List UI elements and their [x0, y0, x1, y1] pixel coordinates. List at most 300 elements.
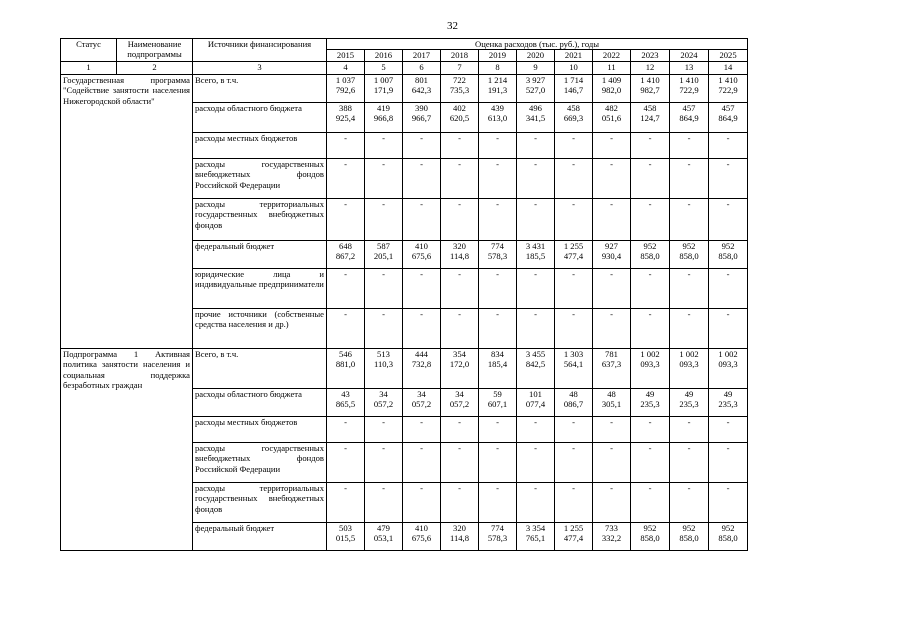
value-remainder: 341,5: [525, 113, 546, 124]
value-thousands: 48: [569, 388, 578, 399]
value-cell: -: [365, 416, 403, 442]
value-cell: -: [479, 132, 517, 158]
value-cell: -: [709, 198, 748, 240]
value-cell: -: [670, 268, 709, 308]
value-cell: -: [631, 308, 670, 348]
value-thousands: 952: [721, 240, 735, 251]
value-cell: [593, 74, 631, 102]
value-cell: -: [403, 416, 441, 442]
value-cell: [327, 522, 365, 550]
value-thousands: 1 037: [335, 74, 356, 85]
value-cell: -: [517, 158, 555, 198]
value-remainder: 110,3: [373, 359, 394, 370]
value-cell: -: [327, 198, 365, 240]
column-number: 14: [709, 61, 748, 74]
value-thousands: 774: [491, 240, 504, 251]
value-cell: [593, 102, 631, 132]
year-header: 2023: [631, 50, 670, 61]
table-body: [61, 61, 748, 550]
value-thousands: 43: [341, 388, 350, 399]
value-cell: -: [441, 268, 479, 308]
column-number: 11: [593, 61, 631, 74]
value-remainder: 858,0: [679, 533, 699, 544]
value-thousands: 1 410: [640, 74, 660, 85]
value-cell: [403, 388, 441, 416]
year-header: 2024: [670, 50, 709, 61]
value-cell: [631, 240, 670, 268]
value-cell: -: [479, 308, 517, 348]
value-remainder: 191,3: [487, 85, 508, 96]
value-remainder: 235,3: [679, 399, 699, 410]
value-remainder: 675,6: [411, 251, 432, 262]
value-remainder: 093,3: [640, 359, 660, 370]
value-cell: [593, 522, 631, 550]
funding-source-cell: расходы территориальных государственных внебюджетных фондов: [193, 482, 327, 522]
value-cell: [670, 348, 709, 388]
value-cell: -: [403, 308, 441, 348]
funding-source-cell: расходы областного бюджета: [193, 388, 327, 416]
column-number: 1: [61, 61, 117, 74]
value-cell: [441, 74, 479, 102]
value-thousands: 733: [605, 522, 618, 533]
table-row: [61, 74, 748, 102]
value-cell: [327, 348, 365, 388]
value-remainder: 185,4: [487, 359, 508, 370]
value-cell: [365, 348, 403, 388]
funding-source-cell: расходы местных бюджетов: [193, 132, 327, 158]
funding-source-cell: расходы местных бюджетов: [193, 416, 327, 442]
value-thousands: 1 410: [679, 74, 699, 85]
value-cell: -: [555, 308, 593, 348]
value-thousands: 496: [529, 102, 542, 113]
value-cell: -: [441, 132, 479, 158]
value-cell: [517, 388, 555, 416]
value-thousands: 952: [682, 240, 696, 251]
program-status-cell: Государственная программа "Содействие занятости населения Нижегородской области": [61, 74, 193, 348]
value-thousands: 1 214: [487, 74, 508, 85]
value-cell: [479, 348, 517, 388]
value-remainder: 171,9: [373, 85, 394, 96]
value-thousands: 49: [645, 388, 655, 399]
value-remainder: 637,3: [601, 359, 622, 370]
value-cell: [479, 74, 517, 102]
value-thousands: 952: [643, 522, 657, 533]
column-number: 10: [555, 61, 593, 74]
value-cell: [670, 522, 709, 550]
value-remainder: 982,0: [601, 85, 622, 96]
value-cell: -: [517, 198, 555, 240]
value-remainder: 235,3: [640, 399, 660, 410]
value-remainder: 669,3: [563, 113, 584, 124]
value-remainder: 527,0: [525, 85, 546, 96]
value-remainder: 053,1: [373, 533, 394, 544]
value-remainder: 185,5: [525, 251, 546, 262]
funding-source-cell: расходы территориальных государственных внебюджетных фондов: [193, 198, 327, 240]
value-thousands: 587: [377, 240, 390, 251]
value-cell: -: [517, 308, 555, 348]
value-cell: -: [593, 158, 631, 198]
value-cell: [403, 348, 441, 388]
budget-table: [60, 38, 748, 551]
value-cell: [327, 388, 365, 416]
value-cell: [593, 348, 631, 388]
value-remainder: 093,3: [718, 359, 738, 370]
table-row: [61, 348, 748, 388]
value-cell: -: [709, 268, 748, 308]
funding-source-cell: расходы государственных внебюджетных фондов Российской Федерации: [193, 442, 327, 482]
value-cell: -: [670, 158, 709, 198]
value-cell: -: [670, 308, 709, 348]
value-cell: [555, 348, 593, 388]
column-number: 3: [193, 61, 327, 74]
value-cell: [327, 102, 365, 132]
value-remainder: 925,4: [335, 113, 356, 124]
column-number: 5: [365, 61, 403, 74]
value-cell: [517, 240, 555, 268]
value-cell: -: [555, 442, 593, 482]
year-header: 2021: [555, 50, 593, 61]
value-thousands: 388: [339, 102, 352, 113]
value-remainder: 792,6: [335, 85, 356, 96]
value-cell: -: [365, 158, 403, 198]
value-cell: -: [479, 158, 517, 198]
value-cell: -: [631, 482, 670, 522]
value-thousands: 801: [415, 74, 428, 85]
funding-source-cell: прочие источники (собственные средства населения и др.): [193, 308, 327, 348]
value-remainder: 124,7: [640, 113, 660, 124]
value-cell: -: [365, 442, 403, 482]
value-remainder: 235,3: [718, 399, 738, 410]
value-cell: [479, 522, 517, 550]
value-remainder: 086,7: [563, 399, 584, 410]
value-cell: -: [403, 132, 441, 158]
value-cell: -: [365, 308, 403, 348]
value-remainder: 015,5: [335, 533, 356, 544]
value-cell: [441, 240, 479, 268]
value-cell: [327, 240, 365, 268]
value-cell: -: [327, 442, 365, 482]
value-thousands: 444: [415, 348, 428, 359]
value-cell: -: [327, 482, 365, 522]
value-cell: [631, 388, 670, 416]
value-cell: [517, 522, 555, 550]
value-cell: [631, 102, 670, 132]
value-thousands: 3 354: [525, 522, 546, 533]
value-remainder: 077,4: [525, 399, 546, 410]
value-cell: -: [327, 416, 365, 442]
year-header: 2015: [327, 50, 365, 61]
value-cell: [670, 74, 709, 102]
value-remainder: 765,1: [525, 533, 546, 544]
value-remainder: 477,4: [563, 533, 584, 544]
value-cell: [517, 102, 555, 132]
value-cell: [403, 74, 441, 102]
value-thousands: 320: [453, 522, 466, 533]
value-cell: [631, 522, 670, 550]
value-cell: [441, 388, 479, 416]
value-cell: -: [631, 198, 670, 240]
value-cell: -: [403, 482, 441, 522]
value-thousands: 457: [682, 102, 696, 113]
value-cell: -: [517, 482, 555, 522]
value-thousands: 1 303: [563, 348, 584, 359]
value-cell: [403, 522, 441, 550]
value-cell: -: [441, 442, 479, 482]
value-thousands: 101: [529, 388, 542, 399]
funding-source-cell: федеральный бюджет: [193, 522, 327, 550]
value-cell: [479, 240, 517, 268]
value-cell: [441, 348, 479, 388]
value-remainder: 332,2: [601, 533, 622, 544]
value-cell: -: [555, 158, 593, 198]
value-thousands: 1 255: [563, 522, 584, 533]
value-remainder: 865,5: [335, 399, 356, 410]
value-cell: -: [593, 308, 631, 348]
value-remainder: 114,8: [449, 533, 470, 544]
value-cell: -: [327, 308, 365, 348]
page-number: 32: [447, 20, 458, 32]
value-thousands: 479: [377, 522, 390, 533]
value-cell: -: [441, 482, 479, 522]
value-cell: -: [441, 416, 479, 442]
value-thousands: 402: [453, 102, 466, 113]
funding-source-cell: расходы государственных внебюджетных фондов Российской Федерации: [193, 158, 327, 198]
value-cell: -: [555, 482, 593, 522]
value-cell: [631, 348, 670, 388]
value-thousands: 34: [417, 388, 426, 399]
value-cell: -: [403, 198, 441, 240]
value-thousands: 320: [453, 240, 466, 251]
value-cell: -: [670, 482, 709, 522]
value-thousands: 458: [567, 102, 580, 113]
value-thousands: 59: [493, 388, 502, 399]
value-remainder: 607,1: [487, 399, 508, 410]
value-remainder: 642,3: [411, 85, 432, 96]
value-cell: -: [631, 416, 670, 442]
funding-source-cell: Всего, в т.ч.: [193, 74, 327, 102]
value-cell: -: [517, 268, 555, 308]
value-cell: [555, 240, 593, 268]
value-remainder: 057,2: [373, 399, 394, 410]
value-cell: -: [441, 158, 479, 198]
value-thousands: 34: [455, 388, 464, 399]
value-thousands: 482: [605, 102, 618, 113]
column-number: 13: [670, 61, 709, 74]
value-cell: -: [441, 308, 479, 348]
value-cell: -: [479, 482, 517, 522]
year-header: 2025: [709, 50, 748, 61]
value-cell: [709, 240, 748, 268]
value-remainder: 564,1: [563, 359, 584, 370]
funding-source-cell: юридические лица и индивидуальные предприниматели: [193, 268, 327, 308]
value-thousands: 503: [339, 522, 352, 533]
column-number: 4: [327, 61, 365, 74]
column-number: 2: [117, 61, 193, 74]
value-thousands: 1 410: [718, 74, 738, 85]
value-remainder: 613,0: [487, 113, 508, 124]
value-thousands: 3 431: [525, 240, 546, 251]
value-thousands: 952: [682, 522, 696, 533]
program-status-cell: Подпрограмма 1 Активная политика занятости населения и социальная поддержка безработных граждан: [61, 348, 193, 550]
value-cell: [709, 388, 748, 416]
value-cell: -: [709, 416, 748, 442]
value-remainder: 881,0: [335, 359, 356, 370]
value-cell: [365, 240, 403, 268]
value-cell: [479, 388, 517, 416]
column-number: 9: [517, 61, 555, 74]
value-cell: -: [631, 158, 670, 198]
value-cell: [670, 240, 709, 268]
value-cell: -: [631, 442, 670, 482]
value-cell: [631, 74, 670, 102]
value-thousands: 458: [643, 102, 657, 113]
value-thousands: 774: [491, 522, 504, 533]
value-thousands: 48: [607, 388, 616, 399]
header-estimate: Оценка расходов (тыс. руб.), годы: [327, 39, 748, 50]
year-header: 2016: [365, 50, 403, 61]
year-header: 2017: [403, 50, 441, 61]
header-sources: Источники финансирования: [193, 39, 327, 62]
value-cell: -: [631, 268, 670, 308]
value-cell: -: [555, 198, 593, 240]
value-thousands: 410: [415, 522, 428, 533]
value-thousands: 927: [605, 240, 618, 251]
value-remainder: 864,9: [679, 113, 699, 124]
value-thousands: 722: [453, 74, 466, 85]
value-remainder: 842,5: [525, 359, 546, 370]
value-thousands: 513: [377, 348, 390, 359]
funding-source-cell: Всего, в т.ч.: [193, 348, 327, 388]
value-cell: -: [593, 482, 631, 522]
value-cell: -: [555, 132, 593, 158]
value-cell: -: [709, 132, 748, 158]
value-cell: -: [365, 482, 403, 522]
value-thousands: 1 409: [601, 74, 622, 85]
value-cell: -: [365, 132, 403, 158]
funding-source-cell: расходы областного бюджета: [193, 102, 327, 132]
value-thousands: 1 002: [679, 348, 699, 359]
value-cell: -: [327, 158, 365, 198]
value-cell: [670, 102, 709, 132]
value-remainder: 722,9: [718, 85, 738, 96]
column-number: 6: [403, 61, 441, 74]
value-remainder: 057,2: [449, 399, 470, 410]
value-cell: -: [479, 268, 517, 308]
column-number: 8: [479, 61, 517, 74]
value-cell: -: [631, 132, 670, 158]
value-cell: [365, 522, 403, 550]
value-cell: [709, 522, 748, 550]
value-thousands: 1 002: [718, 348, 738, 359]
value-cell: -: [709, 442, 748, 482]
value-cell: -: [517, 416, 555, 442]
value-thousands: 419: [377, 102, 390, 113]
value-thousands: 1 714: [563, 74, 584, 85]
value-thousands: 34: [379, 388, 388, 399]
year-header: 2018: [441, 50, 479, 61]
value-remainder: 114,8: [449, 251, 470, 262]
value-cell: -: [479, 198, 517, 240]
value-cell: [479, 102, 517, 132]
value-remainder: 858,0: [679, 251, 699, 262]
value-cell: -: [403, 442, 441, 482]
value-thousands: 390: [415, 102, 428, 113]
value-cell: -: [555, 268, 593, 308]
value-thousands: 648: [339, 240, 352, 251]
value-cell: [517, 74, 555, 102]
value-thousands: 1 002: [640, 348, 660, 359]
value-cell: [365, 74, 403, 102]
value-cell: -: [403, 158, 441, 198]
value-cell: -: [365, 268, 403, 308]
value-remainder: 477,4: [563, 251, 584, 262]
value-cell: -: [670, 198, 709, 240]
value-cell: [441, 102, 479, 132]
column-numbers-row: [61, 61, 748, 74]
value-remainder: 858,0: [718, 251, 738, 262]
value-cell: -: [555, 416, 593, 442]
year-header: 2019: [479, 50, 517, 61]
value-thousands: 834: [491, 348, 504, 359]
value-remainder: 732,8: [411, 359, 432, 370]
header-subprogram: Наименование подпрограммы: [117, 39, 193, 62]
value-cell: [365, 388, 403, 416]
value-cell: -: [593, 442, 631, 482]
value-remainder: 966,7: [411, 113, 432, 124]
value-cell: [670, 388, 709, 416]
value-remainder: 858,0: [640, 533, 660, 544]
value-remainder: 735,3: [449, 85, 470, 96]
column-number: 7: [441, 61, 479, 74]
value-cell: -: [670, 416, 709, 442]
value-remainder: 966,8: [373, 113, 394, 124]
value-remainder: 858,0: [718, 533, 738, 544]
value-thousands: 952: [721, 522, 735, 533]
value-cell: [517, 348, 555, 388]
value-remainder: 675,6: [411, 533, 432, 544]
value-cell: -: [593, 132, 631, 158]
value-thousands: 781: [605, 348, 618, 359]
column-number: 12: [631, 61, 670, 74]
value-remainder: 982,7: [640, 85, 660, 96]
value-remainder: 864,9: [718, 113, 738, 124]
value-cell: [555, 102, 593, 132]
value-cell: [555, 388, 593, 416]
value-cell: -: [593, 198, 631, 240]
value-cell: -: [517, 132, 555, 158]
value-cell: [327, 74, 365, 102]
value-cell: [441, 522, 479, 550]
value-remainder: 051,6: [601, 113, 622, 124]
value-remainder: 205,1: [373, 251, 394, 262]
year-header: 2022: [593, 50, 631, 61]
value-thousands: 49: [723, 388, 733, 399]
value-cell: [555, 522, 593, 550]
value-remainder: 722,9: [679, 85, 699, 96]
value-thousands: 354: [453, 348, 466, 359]
value-cell: -: [327, 268, 365, 308]
value-remainder: 578,3: [487, 533, 508, 544]
value-cell: [593, 388, 631, 416]
value-remainder: 930,4: [601, 251, 622, 262]
value-remainder: 172,0: [449, 359, 470, 370]
funding-source-cell: федеральный бюджет: [193, 240, 327, 268]
value-cell: -: [670, 442, 709, 482]
value-cell: [365, 102, 403, 132]
value-cell: [593, 240, 631, 268]
value-thousands: 457: [721, 102, 735, 113]
value-cell: -: [365, 198, 403, 240]
